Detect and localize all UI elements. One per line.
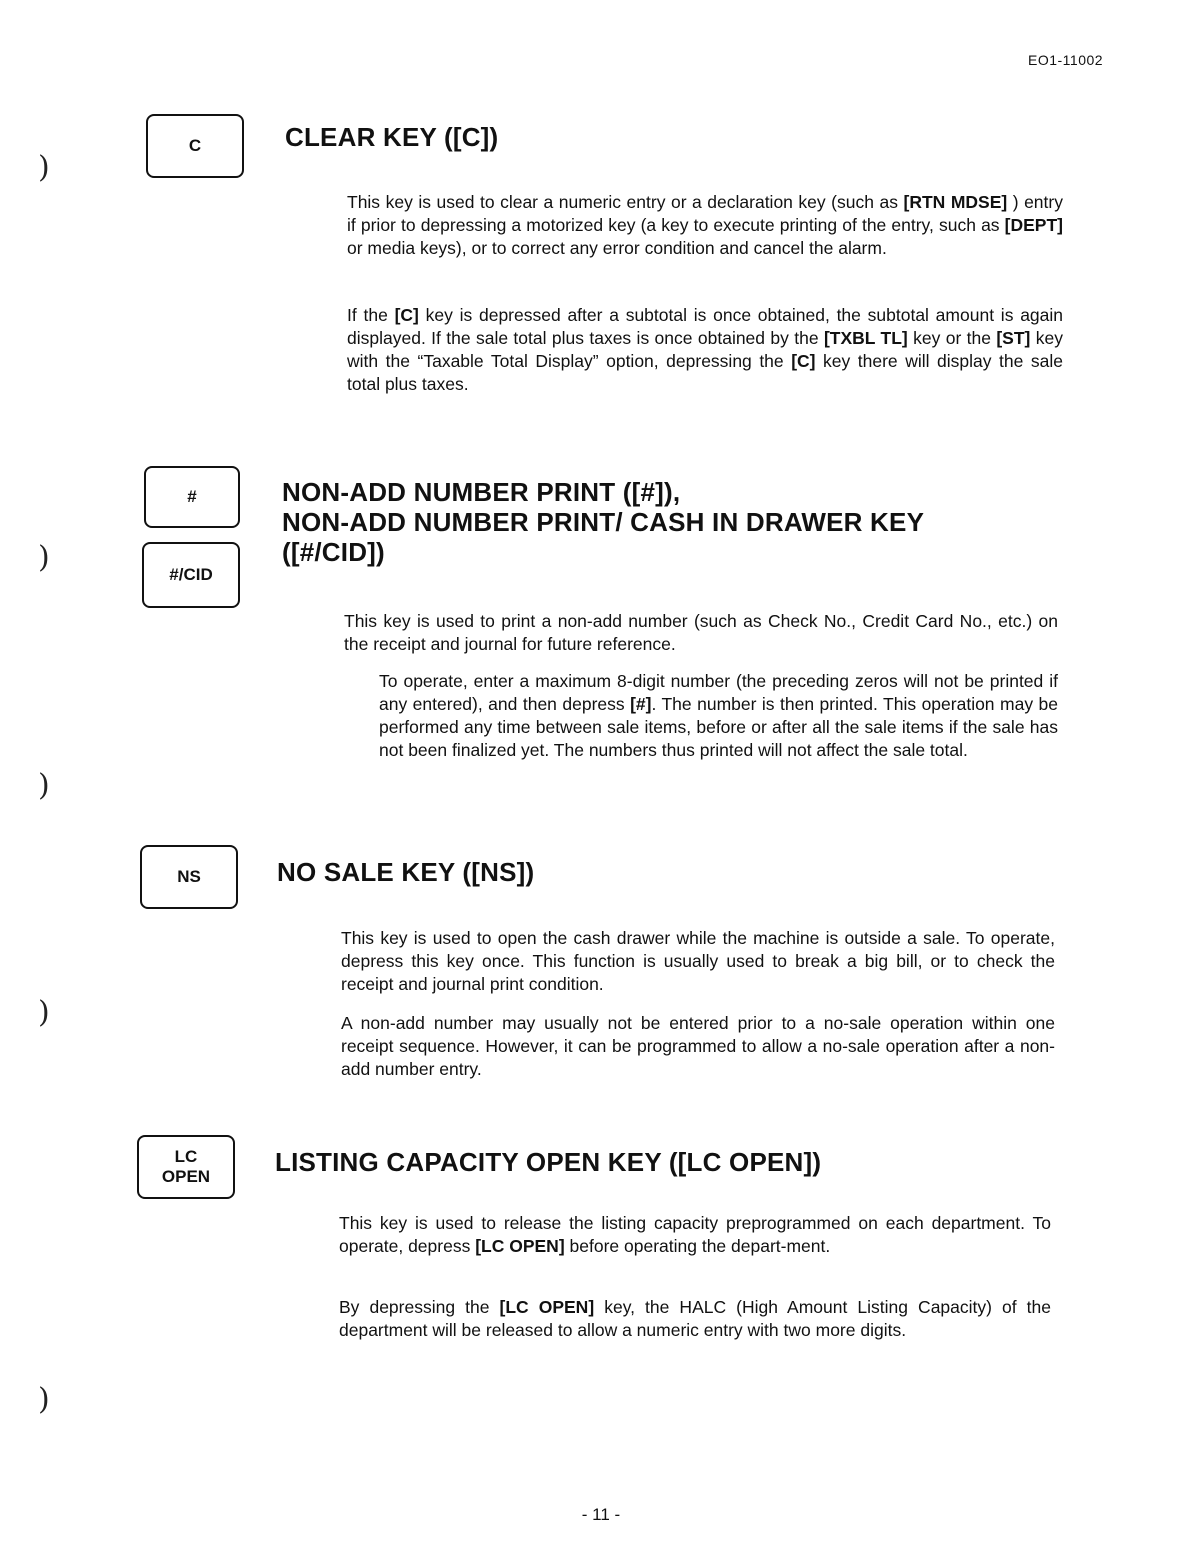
section-title-clear-key: CLEAR KEY ([C]): [285, 122, 499, 152]
key-reference: [C]: [394, 305, 419, 325]
section-paragraph: To operate, enter a maximum 8-digit number (the preceding zeros will not be printed if any entered), and then depress [#]. The number is then printed. This operation may be performed any time between sale items, before or after all the sale items if the sale has not been finalized yet. The numbers thus printed will not affect the sale total.: [379, 671, 1058, 760]
non-add-key-icon: [144, 466, 240, 528]
section-title-listing-capacity-open-key: LISTING CAPACITY OPEN KEY ([LC OPEN]): [275, 1147, 822, 1177]
section-paragraph: A non-add number may usually not be entered prior to a no-sale operation within one receipt sequence. However, it can be programmed to allow a no-sale operation after a non-add number entry.: [341, 1013, 1055, 1079]
key-reference: [ST]: [996, 328, 1031, 348]
section-paragraph: This key is used to clear a numeric entry or a declaration key (such as [RTN MDSE] ) entry if prior to depressing a motorized key (a key to execute printing of the entry, such as [DEPT] or media keys), or to correct any error condition and cancel the alarm.: [347, 192, 1063, 258]
key-reference: [TXBL TL]: [823, 328, 908, 348]
section-paragraph: By depressing the [LC OPEN] key, the HALC (High Amount Listing Capacity) of the department will be released to allow a numeric entry with two more digits.: [339, 1297, 1051, 1340]
key-label: LC: [174, 1146, 198, 1166]
key-reference: [#]: [630, 694, 652, 714]
document-id: EO1-11002: [1028, 52, 1104, 68]
key-reference: [DEPT]: [1004, 215, 1063, 235]
section-paragraph: This key is used to release the listing capacity preprogrammed on each department. To operate, depress [LC OPEN] before operating the depart-ment.: [339, 1213, 1051, 1256]
punch-mark: ): [38, 150, 50, 185]
key-label: C: [188, 135, 202, 155]
key-label: #: [187, 486, 197, 506]
key-label: OPEN: [161, 1167, 211, 1186]
punch-mark: ): [38, 995, 50, 1030]
section-paragraph: If the [C] key is depressed after a subtotal is once obtained, the subtotal amount is again displayed. If the sale total plus taxes is once obtained by the [TXBL TL] key or the [ST] key with the “Taxable Total Display” option, depressing the [C] key there will display the sale total plus taxes.: [347, 305, 1064, 394]
section-title-non-add-number-print: [282, 477, 924, 567]
key-label: NS: [177, 866, 201, 886]
section-paragraph: This key is used to print a non-add number (such as Check No., Credit Card No., etc.) on the receipt and journal for future reference.: [344, 611, 1058, 654]
punch-mark: ): [38, 768, 50, 803]
key-reference: [RTN MDSE]: [903, 192, 1008, 212]
key-reference: [LC OPEN]: [475, 1236, 565, 1256]
clear-key-icon: [146, 114, 244, 178]
title-line: NON-ADD NUMBER PRINT ([#]),: [282, 477, 681, 507]
section-paragraph: This key is used to open the cash drawer while the machine is outside a sale. To operate, depress this key once. This function is usually used to break a big bill, or to check the receipt and journal print condition.: [341, 928, 1055, 994]
page-number: - 11 -: [581, 1505, 621, 1524]
key-reference: [LC OPEN]: [499, 1297, 595, 1317]
punch-mark: ): [38, 540, 50, 575]
title-line: NON-ADD NUMBER PRINT/ CASH IN DRAWER KEY: [282, 507, 925, 537]
lc-open-key-icon: [137, 1135, 235, 1199]
section-title-no-sale-key: NO SALE KEY ([NS]): [277, 857, 535, 887]
title-line: ([#/CID]): [282, 537, 385, 567]
no-sale-key-icon: [140, 845, 238, 909]
key-label: #/CID: [169, 564, 213, 584]
punch-mark: ): [38, 1382, 50, 1417]
key-reference: [C]: [791, 351, 816, 371]
cash-in-drawer-key-icon: [142, 542, 240, 608]
